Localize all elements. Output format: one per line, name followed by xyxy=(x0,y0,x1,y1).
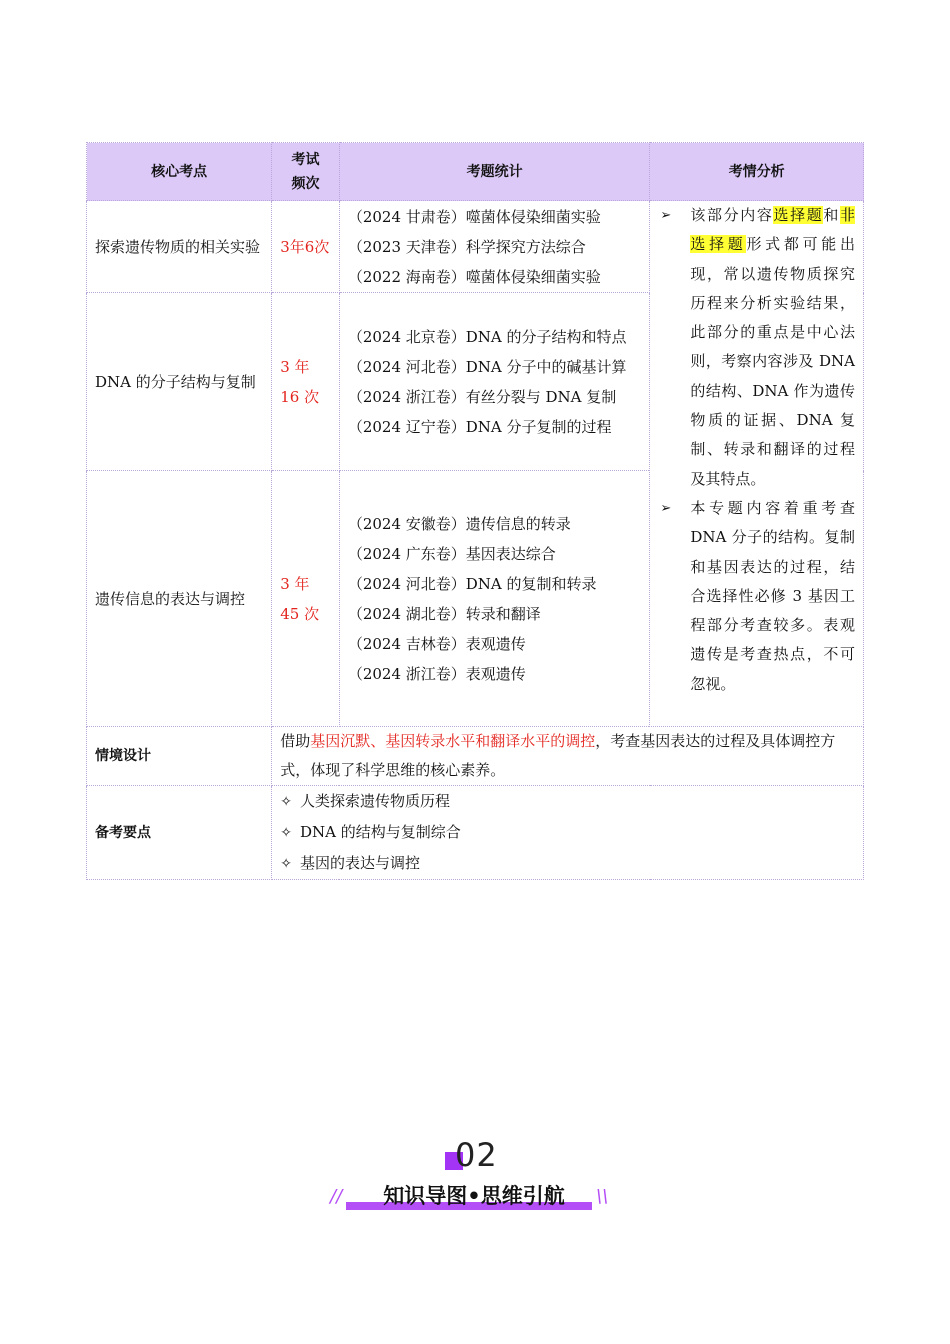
table-row xyxy=(87,201,864,293)
list-item xyxy=(280,817,855,848)
exam-item: （2024 广东卷）基因表达综合 xyxy=(347,544,556,563)
exam-analysis-table xyxy=(86,142,864,880)
exam-cell xyxy=(339,293,650,471)
situation-text: 借助 xyxy=(280,732,311,750)
frequency-cell: 3年6次 xyxy=(272,201,340,293)
section-title: 知识导图•思维引航 xyxy=(383,1184,565,1208)
exam-item: （2024 浙江卷）表观遗传 xyxy=(347,664,526,683)
slash-decoration-icon: \\ xyxy=(596,1186,609,1207)
exam-item: （2024 安徽卷）遗传信息的转录 xyxy=(347,514,571,533)
header-analysis: 考情分析 xyxy=(650,143,864,201)
situation-highlight: 基因沉默、基因转录水平和翻译水平的调控 xyxy=(310,732,596,750)
exam-item: （2023 天津卷）科学探究方法综合 xyxy=(347,237,586,256)
diamond-bullet-icon: ✧ xyxy=(280,856,292,872)
header-core-topic: 核心考点 xyxy=(87,143,272,201)
prep-cell xyxy=(272,786,864,880)
header-frequency: 考试频次 xyxy=(272,143,340,201)
header-exam-stats: 考题统计 xyxy=(339,143,650,201)
analysis-text: 该部分内容 xyxy=(690,206,774,224)
prep-item-text: 人类探索遗传物质历程 xyxy=(299,792,450,810)
highlight-text: 选择题 xyxy=(773,206,824,224)
exam-item: （2024 河北卷）DNA 的复制和转录 xyxy=(347,574,597,593)
situation-text: ，考查基因表达的过程及具体调控方式，体现了科学思维的核心素养。 xyxy=(280,732,836,779)
exam-item: （2024 浙江卷）有丝分裂与 DNA 复制 xyxy=(347,387,617,406)
situation-label: 情境设计 xyxy=(87,727,272,786)
situation-row xyxy=(87,727,864,786)
list-item xyxy=(280,848,855,879)
diamond-bullet-icon: ✧ xyxy=(280,825,292,841)
analysis-text: 形式都可能出现，常以遗传物质探究历程来分析实验结果，此部分的重点是中心法则，考察内容涉及 DNA 的结构、DNA 作为遗传物质的证据、DNA 复制、转录和翻译的过程及其特点。 xyxy=(690,235,855,488)
exam-item: （2024 湖北卷）转录和翻译 xyxy=(347,604,541,623)
exam-item: （2024 辽宁卷）DNA 分子复制的过程 xyxy=(347,417,612,436)
prep-item-text: 基因的表达与调控 xyxy=(299,854,420,872)
exam-item: （2024 甘肃卷）噬菌体侵染细菌实验 xyxy=(347,207,601,226)
analysis-item xyxy=(658,494,855,699)
exam-cell xyxy=(339,471,650,727)
slash-decoration-icon: // xyxy=(330,1186,343,1207)
section-banner xyxy=(330,1136,620,1216)
topic-cell: 遗传信息的表达与调控 xyxy=(87,471,272,727)
exam-item: （2022 海南卷）噬菌体侵染细菌实验 xyxy=(347,267,601,286)
diamond-bullet-icon: ✧ xyxy=(280,794,292,810)
list-item xyxy=(280,786,855,817)
arrow-bullet-icon: ➢ xyxy=(660,208,672,223)
topic-cell: 探索遗传物质的相关实验 xyxy=(87,201,272,293)
prep-row xyxy=(87,786,864,880)
section-number: 02 xyxy=(455,1136,498,1174)
exam-item: （2024 河北卷）DNA 分子中的碱基计算 xyxy=(347,357,627,376)
prep-item-text: DNA 的结构与复制综合 xyxy=(299,823,461,841)
analysis-text: 和 xyxy=(823,206,840,224)
frequency-cell: 3 年 16 次 xyxy=(272,293,340,471)
highlight-text: 非选择题 xyxy=(690,206,855,254)
analysis-item xyxy=(658,201,855,494)
analysis-cell xyxy=(650,201,864,727)
analysis-text: 本专题内容着重考查 DNA 分子的结构。复制和基因表达的过程，结合选择性必修 3 基因工程部分考查较多。表观遗传是考查热点，不可忽视。 xyxy=(690,498,855,693)
exam-item: （2024 北京卷）DNA 的分子结构和特点 xyxy=(347,327,627,346)
prep-label: 备考要点 xyxy=(87,786,272,880)
exam-cell xyxy=(339,201,650,293)
table-header-row xyxy=(87,143,864,201)
topic-cell: DNA 的分子结构与复制 xyxy=(87,293,272,471)
arrow-bullet-icon: ➢ xyxy=(660,500,672,516)
exam-item: （2024 吉林卷）表观遗传 xyxy=(347,634,526,653)
situation-cell xyxy=(272,727,864,786)
frequency-cell: 3 年 45 次 xyxy=(272,471,340,727)
